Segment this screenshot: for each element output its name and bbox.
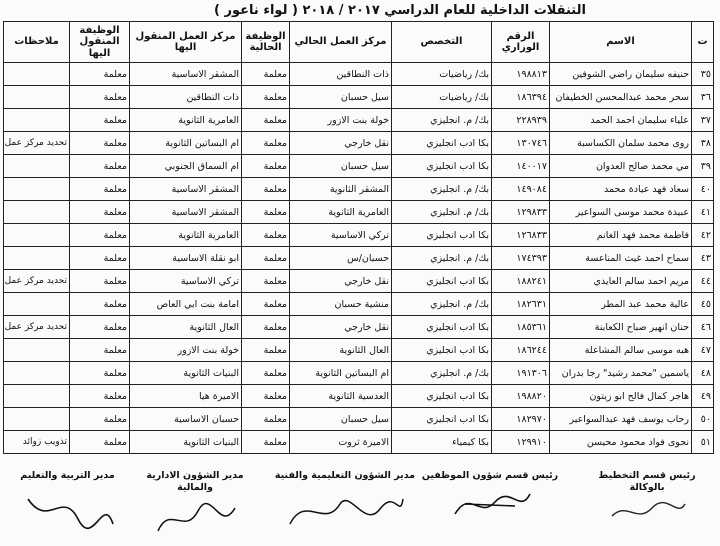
signature-director	[5, 470, 130, 534]
cell-specialization: بك/ م. انجليزي	[392, 293, 492, 316]
table-row	[4, 385, 714, 408]
cell-name: سحر محمد عبدالمحسن الخطيفان	[550, 86, 692, 109]
cell-index: ٣٧	[692, 109, 714, 132]
table-row	[4, 339, 714, 362]
cell-current-job: معلمة	[242, 316, 290, 339]
cell-name: سعاد فهد عيادة محمد	[550, 178, 692, 201]
cell-specialization: بكا كيمياء	[392, 431, 492, 454]
cell-specialization: بكا ادب انجليزي	[392, 339, 492, 362]
cell-notes	[4, 178, 70, 201]
cell-index: ٤٩	[692, 385, 714, 408]
cell-specialization: بكا ادب انجليزي	[392, 316, 492, 339]
cell-notes	[4, 293, 70, 316]
cell-name: سماح احمد غيث المناعسة	[550, 247, 692, 270]
cell-destination-job: معلمة	[70, 362, 130, 385]
cell-notes: تحديد مركز عمل	[4, 316, 70, 339]
cell-current-job: معلمة	[242, 178, 290, 201]
cell-current-center: تركي الاساسية	[290, 224, 392, 247]
cell-current-job: معلمة	[242, 247, 290, 270]
cell-destination-job: معلمة	[70, 155, 130, 178]
cell-current-job: معلمة	[242, 201, 290, 224]
cell-ministry-number: ١٨٢٩٧٠	[492, 408, 550, 431]
header-name: الاسم	[550, 22, 692, 63]
table-row	[4, 201, 714, 224]
cell-ministry-number: ١٨٥٣٦١	[492, 316, 550, 339]
cell-index: ٤٠	[692, 178, 714, 201]
cell-destination-center: ام البساتين الثانوية	[130, 132, 242, 155]
signature-title: رئيس قسم شؤون الموظفين	[421, 470, 559, 481]
cell-name: هاجر كمال فالح ابو زيتون	[550, 385, 692, 408]
cell-destination-job: معلمة	[70, 339, 130, 362]
cell-index: ٣٨	[692, 132, 714, 155]
cell-destination-job: معلمة	[70, 385, 130, 408]
cell-current-center: المشقر الثانوية	[290, 178, 392, 201]
cell-current-job: معلمة	[242, 63, 290, 86]
cell-index: ٤٣	[692, 247, 714, 270]
signature-admin-finance	[130, 470, 260, 541]
cell-ministry-number: ١٢٩٨٣٣	[492, 201, 550, 224]
cell-ministry-number: ١٩١٣٠٦	[492, 362, 550, 385]
cell-current-center: خولة بنت الازور	[290, 109, 392, 132]
header-destination-center: مركز العمل المنقول اليها	[130, 22, 242, 63]
cell-destination-center: المشقر الاساسية	[130, 201, 242, 224]
transfers-table	[3, 21, 714, 454]
table-row	[4, 178, 714, 201]
cell-destination-job: معلمة	[70, 201, 130, 224]
cell-specialization: بك/ رياضيات	[392, 63, 492, 86]
cell-destination-center: ام السماق الجنوبي	[130, 155, 242, 178]
cell-specialization: بك/ م. انجليزي	[392, 362, 492, 385]
cell-current-job: معلمة	[242, 339, 290, 362]
cell-destination-center: البنيات الثانوية	[130, 431, 242, 454]
cell-ministry-number: ١٩٨٨١٣	[492, 63, 550, 86]
cell-notes	[4, 362, 70, 385]
cell-index: ٤٧	[692, 339, 714, 362]
cell-specialization: بكا ادب انجليزي	[392, 385, 492, 408]
cell-ministry-number: ١٨٦٣٩٤	[492, 86, 550, 109]
cell-ministry-number: ١٨٢٦٣١	[492, 293, 550, 316]
cell-notes	[4, 247, 70, 270]
signature-block	[0, 470, 720, 546]
handwritten-signature-icon	[18, 484, 118, 534]
cell-destination-job: معلمة	[70, 431, 130, 454]
cell-destination-job: معلمة	[70, 270, 130, 293]
signature-title: رئيس قسم التخطيط بالوكالة	[598, 470, 696, 493]
handwritten-signature-icon	[285, 484, 405, 534]
cell-name: روى محمد سلمان الكساسبة	[550, 132, 692, 155]
cell-notes	[4, 201, 70, 224]
cell-destination-center: ذات النطاقين	[130, 86, 242, 109]
table-header	[4, 22, 714, 63]
cell-destination-job: معلمة	[70, 63, 130, 86]
cell-current-job: معلمة	[242, 109, 290, 132]
table-row	[4, 431, 714, 454]
cell-index: ٣٩	[692, 155, 714, 178]
cell-specialization: بكا ادب انجليزي	[392, 224, 492, 247]
signature-title: مدير الشؤون التعليمية والفنية	[274, 470, 416, 481]
cell-current-job: معلمة	[242, 224, 290, 247]
table-row	[4, 408, 714, 431]
header-specialization: التخصص	[392, 22, 492, 63]
cell-current-center: العال الثانوية	[290, 339, 392, 362]
table-row	[4, 362, 714, 385]
cell-destination-center: العامرية الثانوية	[130, 109, 242, 132]
cell-destination-center: العال الثانوية	[130, 316, 242, 339]
cell-current-center: ذات النطاقين	[290, 63, 392, 86]
cell-current-job: معلمة	[242, 270, 290, 293]
cell-current-center: نقل خارجي	[290, 270, 392, 293]
handwritten-signature-icon	[445, 484, 535, 524]
cell-ministry-number: ١٨٦٢٤٤	[492, 339, 550, 362]
cell-name: نجوى فواد محمود محيسن	[550, 431, 692, 454]
cell-notes: تذويب زوائد	[4, 431, 70, 454]
cell-destination-center: ابو نقلة الاساسية	[130, 247, 242, 270]
cell-destination-center: العامرية الثانوية	[130, 224, 242, 247]
cell-name: مي محمد صالح العدوان	[550, 155, 692, 178]
table-row	[4, 270, 714, 293]
cell-destination-center: المشقر الاساسية	[130, 178, 242, 201]
cell-specialization: بكا ادب انجليزي	[392, 270, 492, 293]
cell-name: علياء سليمان احمد الحمد	[550, 109, 692, 132]
cell-current-job: معلمة	[242, 132, 290, 155]
cell-current-center: الاميرة ثروت	[290, 431, 392, 454]
cell-specialization: بك/ م. انجليزي	[392, 201, 492, 224]
cell-index: ٤٨	[692, 362, 714, 385]
cell-destination-job: معلمة	[70, 293, 130, 316]
cell-name: عالية محمد عبد المطر	[550, 293, 692, 316]
cell-current-job: معلمة	[242, 293, 290, 316]
cell-specialization: بكا ادب انجليزي	[392, 408, 492, 431]
cell-destination-job: معلمة	[70, 316, 130, 339]
table-row	[4, 293, 714, 316]
table-row	[4, 86, 714, 109]
cell-name: حنان انهير صباح الكعابنة	[550, 316, 692, 339]
cell-specialization: بك/ رياضيات	[392, 86, 492, 109]
table-row	[4, 247, 714, 270]
signature-planning	[582, 470, 712, 526]
cell-destination-center: المشقر الاساسية	[130, 63, 242, 86]
signature-title: مدير التربية والتعليم	[20, 470, 115, 481]
cell-current-job: معلمة	[242, 431, 290, 454]
header-ministry-number: الرقم الوزاري	[492, 22, 550, 63]
cell-destination-job: معلمة	[70, 109, 130, 132]
cell-index: ٥١	[692, 431, 714, 454]
cell-current-job: معلمة	[242, 155, 290, 178]
cell-destination-center: خولة بنت الازور	[130, 339, 242, 362]
cell-notes: تحديد مركز عمل	[4, 270, 70, 293]
cell-specialization: بك/ م. انجليزي	[392, 178, 492, 201]
cell-index: ٥٠	[692, 408, 714, 431]
cell-destination-center: البنيات الثانوية	[130, 362, 242, 385]
header-destination-job: الوظيفة المنقول اليها	[70, 22, 130, 63]
cell-index: ٤٥	[692, 293, 714, 316]
cell-notes	[4, 86, 70, 109]
cell-name: عبيدة محمد موسى السواعير	[550, 201, 692, 224]
cell-index: ٣٦	[692, 86, 714, 109]
cell-name: هبه موسى سالم المشاعلة	[550, 339, 692, 362]
table-body	[4, 63, 714, 454]
cell-notes	[4, 385, 70, 408]
cell-index: ٤٦	[692, 316, 714, 339]
cell-current-center: نقل خارجي	[290, 132, 392, 155]
table-row	[4, 224, 714, 247]
table-row	[4, 155, 714, 178]
cell-current-center: نقل خارجي	[290, 316, 392, 339]
cell-name: مريم احمد سالم العايدي	[550, 270, 692, 293]
cell-current-center: سيل حسبان	[290, 408, 392, 431]
cell-current-center: العدسية الثانوية	[290, 385, 392, 408]
cell-name: ياسمين "محمد رشيد" رجا بدران	[550, 362, 692, 385]
cell-ministry-number: ٢٢٨٩٣٩	[492, 109, 550, 132]
signature-title: مدير الشؤون الادارية والمالية	[146, 470, 244, 493]
cell-ministry-number: ١٨٨٢٤١	[492, 270, 550, 293]
cell-notes	[4, 224, 70, 247]
signature-educational-affairs	[270, 470, 420, 534]
cell-destination-job: معلمة	[70, 178, 130, 201]
cell-name: حنيفه سليمان راضي الشوفين	[550, 63, 692, 86]
header-current-job: الوظيفة الحالية	[242, 22, 290, 63]
cell-current-center: سيل حسبان	[290, 86, 392, 109]
cell-destination-job: معلمة	[70, 247, 130, 270]
signature-hr	[420, 470, 560, 524]
cell-destination-center: تركي الاساسية	[130, 270, 242, 293]
cell-name: رحاب يوسف فهد عبدالسواعير	[550, 408, 692, 431]
cell-destination-center: حسبان الاساسية	[130, 408, 242, 431]
cell-notes: تحديد مركز عمل	[4, 132, 70, 155]
table-row	[4, 109, 714, 132]
table-row	[4, 63, 714, 86]
cell-notes	[4, 408, 70, 431]
cell-current-center: العامرية الثانوية	[290, 201, 392, 224]
cell-specialization: بكا ادب انجليزي	[392, 155, 492, 178]
cell-notes	[4, 109, 70, 132]
cell-destination-job: معلمة	[70, 132, 130, 155]
cell-current-center: ام البساتين الثانوية	[290, 362, 392, 385]
cell-destination-job: معلمة	[70, 224, 130, 247]
cell-current-job: معلمة	[242, 385, 290, 408]
cell-destination-center: الاميرة هيا	[130, 385, 242, 408]
cell-ministry-number: ١٢٦٨٣٣	[492, 224, 550, 247]
cell-destination-job: معلمة	[70, 408, 130, 431]
cell-ministry-number: ١٤٠٠١٧	[492, 155, 550, 178]
cell-current-center: سيل حسبان	[290, 155, 392, 178]
cell-specialization: بكا ادب انجليزي	[392, 132, 492, 155]
cell-current-job: معلمة	[242, 408, 290, 431]
cell-destination-center: امامة بنت ابي العاص	[130, 293, 242, 316]
cell-destination-job: معلمة	[70, 86, 130, 109]
cell-ministry-number: ١٤٩٠٨٤	[492, 178, 550, 201]
header-notes: ملاحظات	[4, 22, 70, 63]
table-row	[4, 132, 714, 155]
cell-ministry-number: ١٩٨٨٢٠	[492, 385, 550, 408]
cell-index: ٤١	[692, 201, 714, 224]
table-row	[4, 316, 714, 339]
document-title: التنقلات الداخلية للعام الدراسي ٢٠١٧ / ٢٠١٨ ( لواء ناعور )	[214, 3, 586, 18]
cell-index: ٤٤	[692, 270, 714, 293]
cell-specialization: بك/ م. انجليزي	[392, 109, 492, 132]
cell-ministry-number: ١٢٩٩١٠	[492, 431, 550, 454]
handwritten-signature-icon	[607, 496, 687, 526]
cell-current-job: معلمة	[242, 86, 290, 109]
cell-notes	[4, 63, 70, 86]
header-current-center: مركز العمل الحالي	[290, 22, 392, 63]
cell-current-center: منشية حسبان	[290, 293, 392, 316]
cell-notes	[4, 339, 70, 362]
cell-notes	[4, 155, 70, 178]
header-index: ت	[692, 22, 714, 63]
handwritten-signature-icon	[150, 496, 240, 541]
cell-index: ٤٢	[692, 224, 714, 247]
cell-name: فاطمة محمد فهد الغانم	[550, 224, 692, 247]
cell-index: ٣٥	[692, 63, 714, 86]
cell-specialization: بك/ م. انجليزي	[392, 247, 492, 270]
cell-ministry-number: ١٣٠٧٤٦	[492, 132, 550, 155]
cell-current-center: حسبان/س	[290, 247, 392, 270]
cell-current-job: معلمة	[242, 362, 290, 385]
cell-ministry-number: ١٧٤٣٩٣	[492, 247, 550, 270]
